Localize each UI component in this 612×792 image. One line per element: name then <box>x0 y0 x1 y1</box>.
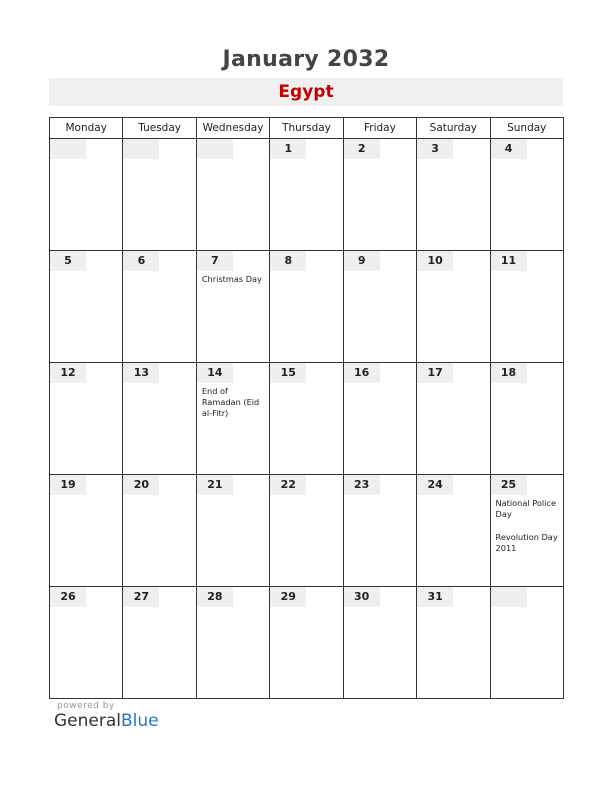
day-number <box>491 587 527 607</box>
country-name: Egypt <box>278 82 334 102</box>
day-cell <box>270 139 343 251</box>
day-number <box>123 139 159 159</box>
day-number: 22 <box>270 475 306 495</box>
day-cell <box>417 139 490 251</box>
day-cell <box>417 475 490 587</box>
day-cell <box>490 139 563 251</box>
day-number: 27 <box>123 587 159 607</box>
calendar-grid <box>49 117 564 699</box>
day-number: 1 <box>270 139 306 159</box>
day-cell <box>196 139 269 251</box>
logo-text-blue: Blue <box>121 711 159 731</box>
holiday-label: Christmas Day <box>201 274 262 284</box>
day-number: 6 <box>123 251 159 271</box>
day-number: 11 <box>491 251 527 271</box>
day-cell <box>490 475 563 587</box>
day-number: 3 <box>417 139 453 159</box>
calendar-week-row <box>50 139 564 251</box>
day-cell <box>343 251 416 363</box>
day-cell <box>490 363 563 475</box>
day-cell <box>196 363 269 475</box>
day-cell <box>343 139 416 251</box>
day-cell <box>270 363 343 475</box>
day-cell <box>123 139 196 251</box>
day-cell <box>123 251 196 363</box>
day-number: 8 <box>270 251 306 271</box>
day-cell <box>196 587 269 699</box>
day-number: 24 <box>417 475 453 495</box>
weekday-header: Saturday <box>417 118 490 139</box>
day-cell <box>417 587 490 699</box>
day-number <box>50 139 86 159</box>
weekday-header: Sunday <box>490 118 563 139</box>
day-number: 13 <box>123 363 159 383</box>
day-number: 31 <box>417 587 453 607</box>
day-number: 7 <box>197 251 233 271</box>
day-cell <box>270 587 343 699</box>
generalblue-logo <box>54 711 159 731</box>
day-cell <box>343 587 416 699</box>
day-number: 5 <box>50 251 86 271</box>
day-cell <box>50 251 123 363</box>
weekday-header: Wednesday <box>196 118 269 139</box>
day-number: 4 <box>491 139 527 159</box>
day-number: 9 <box>344 251 380 271</box>
day-number: 16 <box>344 363 380 383</box>
day-number <box>197 139 233 159</box>
calendar-week-row <box>50 363 564 475</box>
calendar-week-row <box>50 251 564 363</box>
day-number: 20 <box>123 475 159 495</box>
day-number: 23 <box>344 475 380 495</box>
weekday-header: Monday <box>50 118 123 139</box>
weekday-header: Friday <box>343 118 416 139</box>
day-cell <box>50 475 123 587</box>
day-number: 28 <box>197 587 233 607</box>
day-cell <box>343 475 416 587</box>
day-number: 19 <box>50 475 86 495</box>
day-cell <box>417 251 490 363</box>
day-cell <box>490 587 563 699</box>
powered-by-text: powered by <box>57 701 115 711</box>
country-banner <box>49 78 563 106</box>
day-cell <box>270 251 343 363</box>
day-cell <box>50 139 123 251</box>
calendar-week-row <box>50 475 564 587</box>
day-cell <box>50 587 123 699</box>
holiday-label: National Police Day <box>495 498 556 519</box>
calendar-title: January 2032 <box>222 47 390 72</box>
weekday-header: Tuesday <box>123 118 196 139</box>
day-number: 25 <box>491 475 527 495</box>
day-cell <box>490 251 563 363</box>
day-number: 30 <box>344 587 380 607</box>
day-number: 29 <box>270 587 306 607</box>
day-cell <box>123 587 196 699</box>
day-number: 15 <box>270 363 306 383</box>
logo-text-general: General <box>54 711 121 731</box>
day-cell <box>270 475 343 587</box>
day-number: 12 <box>50 363 86 383</box>
day-cell <box>196 251 269 363</box>
weekday-header: Thursday <box>270 118 343 139</box>
weekday-header-row <box>50 118 564 139</box>
calendar-week-row <box>50 587 564 699</box>
day-cell <box>417 363 490 475</box>
day-cell <box>343 363 416 475</box>
holiday-label: Revolution Day 2011 <box>495 532 558 553</box>
day-cell <box>123 475 196 587</box>
day-number: 18 <box>491 363 527 383</box>
day-number: 14 <box>197 363 233 383</box>
day-number: 2 <box>344 139 380 159</box>
day-number: 10 <box>417 251 453 271</box>
day-number: 17 <box>417 363 453 383</box>
day-number: 21 <box>197 475 233 495</box>
day-number: 26 <box>50 587 86 607</box>
holiday-label: End of Ramadan (Eid al-Fitr) <box>201 386 260 418</box>
day-cell <box>123 363 196 475</box>
day-cell <box>50 363 123 475</box>
calendar-weeks <box>50 139 564 699</box>
day-cell <box>196 475 269 587</box>
